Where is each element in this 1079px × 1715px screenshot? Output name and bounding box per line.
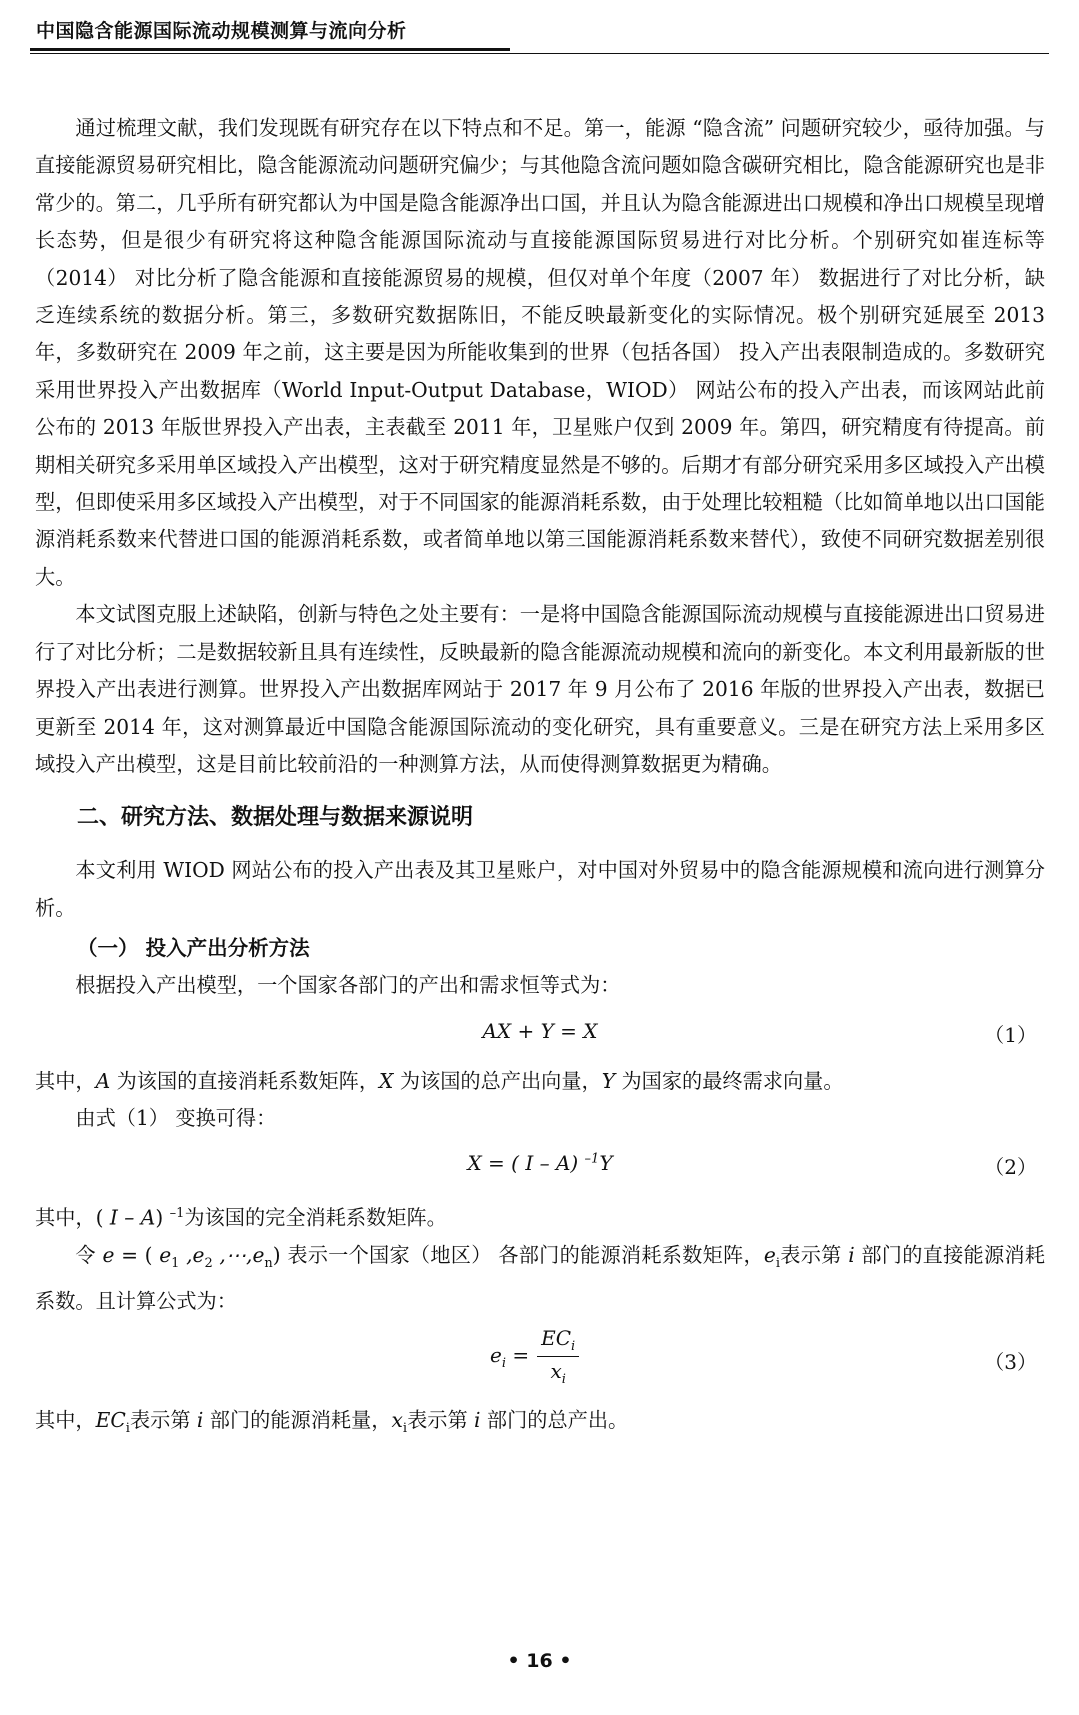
section-heading: 二、研究方法、数据处理与数据来源说明 — [77, 805, 474, 831]
header-rule-thin — [30, 53, 1049, 54]
header-rule-thick — [30, 48, 510, 51]
running-head — [30, 18, 1049, 54]
body-text — [35, 110, 1045, 1448]
paragraph-transform: 由式（1） 变换可得： — [75, 1105, 277, 1130]
paragraph-energy-coefficient: 令 e = ( $e_1$ $,e_2$ $,\cdots,e_n$) 表示一个国家（地区） 各部门的能源消耗系数矩阵，$e_i$表示第 i 部门的直接能源消耗系数。且计算公式为： — [35, 1243, 1046, 1313]
paragraph-eq2-explanation: 其中，( I – A) $^{-1}$为该国的完全消耗系数矩阵。 — [35, 1206, 447, 1231]
subsection-heading: （一） 投入产出分析方法 — [77, 936, 310, 961]
paragraph-eq3-explanation: 其中，$EC_i$表示第 i 部门的能源消耗量，$x_i$表示第 i 部门的总产出。 — [35, 1408, 629, 1437]
equation-3 — [35, 1320, 1045, 1402]
running-title: 中国隐含能源国际流动规模测算与流向分析 — [36, 20, 407, 42]
equation-3-fraction: $\frac{EC_i}{x_i}$ — [537, 1326, 579, 1387]
paragraph-model-intro: 根据投入产出模型，一个国家各部门的产出和需求恒等式为： — [75, 973, 621, 998]
equation-1-expression: AX + Y = X — [482, 1018, 598, 1043]
paragraph-eq1-explanation: 其中，A 为该国的直接消耗系数矩阵，X 为该国的总产出向量，Y 为国家的最终需求向量。 — [35, 1068, 844, 1093]
paragraph-contributions: 本文试图克服上述缺陷，创新与特色之处主要有：一是将中国隐含能源国际流动规模与直接能源进出口贸易进行了对比分析；二是数据较新且具有连续性，反映最新的隐含能源流动规模和流向的新变化。本文利用最新版的世界投入产出表进行测算。世界投入产出数据库网站于 2017 年 9 月公布了 2016 年版的世界投入产出表，数据已更新至 2014 年，这对测算最近中国隐含能源国际流动的变化研究，具有重要意义。三是在研究方法上采用多区域投入产出模型，这是目前比较前沿的一种测算方法，从而使得测算数据更为精确。 — [35, 602, 1045, 776]
paragraph-section-intro: 本文利用 WIOD 网站公布的投入产出表及其卫星账户，对中国对外贸易中的隐含能源规模和流向进行测算分析。 — [35, 858, 1045, 920]
equation-3-expression: $e_i$ = $\frac{EC_i}{x_i}$ — [490, 1326, 579, 1387]
equation-2-number: （2） — [984, 1155, 1037, 1180]
equation-1-number: （1） — [984, 1022, 1037, 1047]
equation-2 — [35, 1137, 1045, 1195]
paragraph-literature-review: 通过梳理文献，我们发现既有研究存在以下特点和不足。第一，能源 “隐含流” 问题研究较少，亟待加强。与直接能源贸易研究相比，隐含能源流动问题研究偏少；与其他隐含流问题如隐含碳研究相比，隐含能源研究也是非常少的。第二，几乎所有研究都认为中国是隐含能源净出口国，并且认为隐含能源进出口规模和净出口规模呈现增长态势，但是很少有研究将这种隐含能源国际流动与直接能源国际贸易进行对比分析。个别研究如崔连标等（2014） 对比分析了隐含能源和直接能源贸易的规模，但仅对单个年度（2007 年） 数据进行了对比分析，缺乏连续系统的数据分析。第三，多数研究数据陈旧，不能反映最新变化的实际情况。极个别研究延展至 2013 年，多数研究在 2009 年之前，这主要是因为所能收集到的世界（包括各国） 投入产出表限制造成的。多数研究采用世界投入产出数据库（World Input-Output Database，WIOD） 网站公布的投入产出表，而该网站此前公布的 2013 年版世界投入产出表，主表截至 2011 年，卫星账户仅到 2009 年。第四，研究精度有待提高。前期相关研究多采用单区域投入产出模型，这对于研究精度显然是不够的。后期才有部分研究采用多区域投入产出模型，但即使采用多区域投入产出模型，对于不同国家的能源消耗系数，由于处理比较粗糙（比如简单地以出口国能源消耗系数来代替进口国的能源消耗系数，或者简单地以第三国能源消耗系数来替代），致使不同研究数据差别很大。 — [35, 116, 1045, 589]
equation-2-expression: X = ( I – A) $^{-1}$Y — [467, 1151, 613, 1176]
equation-1 — [35, 1005, 1045, 1063]
page-number: • 16 • — [507, 1650, 572, 1672]
equation-3-number: （3） — [984, 1350, 1037, 1375]
